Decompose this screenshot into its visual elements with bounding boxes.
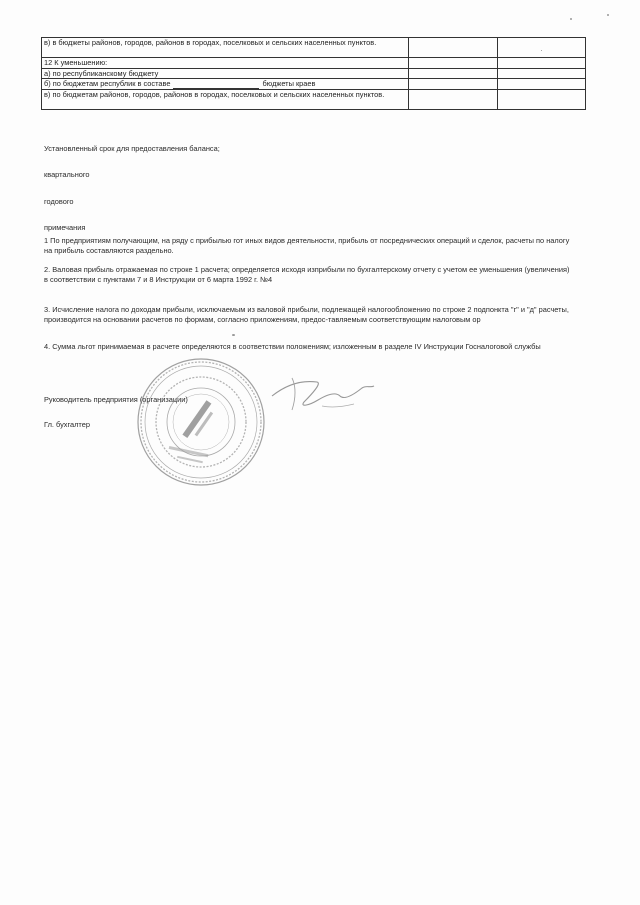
table-cell bbox=[498, 58, 586, 69]
table-cell: в) по бюджетам районов, городов, районов в городах, поселковых и сельских населенных пунктов. bbox=[42, 89, 409, 109]
note-1: 1 По предприятиям получающим, на ряду с прибылью гот иных видов деятельности, прибыль от посреднических операций и сделок, расчеты по налогу на прибыль составляются раздельно. bbox=[44, 236, 570, 256]
table-cell bbox=[498, 68, 586, 79]
note-2: 2. Валовая прибыль отражаемая по строке 1 расчета; определяется исходя изприбыли по бухгалтерскому отчету с учетом ее уменьшения (увеличения) в соответствии с пунктами 7 и 8 Инструкции от 6 марта 1992 г. №4 bbox=[44, 265, 570, 285]
accountant-label: Гл. бухгалтер bbox=[44, 420, 90, 429]
table-cell: 12 К уменьшению: bbox=[42, 58, 409, 69]
speck bbox=[232, 334, 235, 336]
table-cell bbox=[409, 79, 498, 90]
table-cell: в) в бюджеты районов, городов, районов в городах, поселковых и сельских населенных пунктов. bbox=[42, 38, 409, 58]
speck bbox=[607, 14, 609, 16]
table-row bbox=[42, 58, 586, 69]
table-mark: . bbox=[540, 46, 543, 53]
table-row bbox=[42, 68, 586, 79]
note-3: 3. Исчисление налога по доходам прибыли, исключаемым из валовой прибыли, подлежащей налогообложению по строке 2 подпонкта "г" и "д" расчеты, производится на основании расчетов по формам, согласно приложениям, предос-тавляемым соответствующим налоговым ор bbox=[44, 305, 569, 325]
table-cell bbox=[498, 38, 586, 58]
table-row bbox=[42, 89, 586, 109]
signature-icon bbox=[262, 366, 380, 426]
blank-line bbox=[173, 80, 259, 89]
row-text: б) по бюджетам республик в составе bbox=[44, 79, 171, 88]
table-cell bbox=[498, 79, 586, 90]
director-label: Руководитель предприятия (организации) bbox=[44, 395, 188, 404]
annual-label: годового bbox=[44, 197, 74, 206]
speck bbox=[570, 18, 572, 20]
row-text: бюджеты краев bbox=[262, 79, 316, 88]
table-cell bbox=[409, 58, 498, 69]
notes-heading: примечания bbox=[44, 223, 86, 232]
table-cell: а) по республиканскому бюджету bbox=[42, 68, 409, 79]
table-cell bbox=[498, 89, 586, 109]
table-cell bbox=[409, 68, 498, 79]
note-4: 4. Сумма льгот принимаемая в расчете определяются в соответствии положениям; изложенным в разделе IV Инструкции Госналоговой службы bbox=[44, 342, 541, 351]
balance-deadline-label: Установленный срок для предоставления баланса; bbox=[44, 144, 220, 153]
round-stamp-icon bbox=[135, 356, 267, 488]
table-cell bbox=[409, 38, 498, 58]
table-cell bbox=[42, 79, 409, 90]
tax-table bbox=[41, 37, 586, 110]
table-row bbox=[42, 79, 586, 90]
table-row bbox=[42, 38, 586, 58]
table-cell bbox=[409, 89, 498, 109]
quarterly-label: квартального bbox=[44, 170, 90, 179]
